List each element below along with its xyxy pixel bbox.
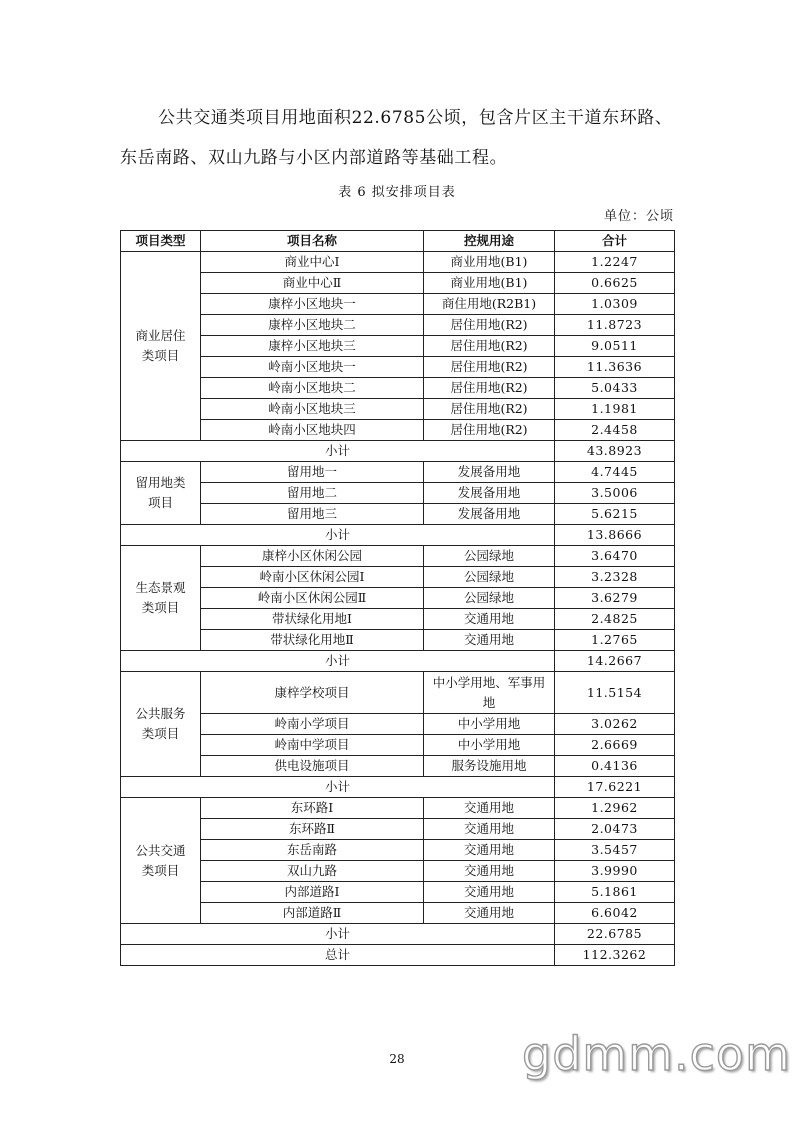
- table-row: [121, 798, 675, 819]
- project-name-cell: 康梓小区休闲公园: [201, 546, 424, 567]
- land-use-cell: 交通用地: [424, 861, 555, 882]
- table-row: [121, 483, 675, 504]
- intro-line-1: 公共交通类项目用地面积22.6785公顷，包含片区主干道东环路、: [158, 108, 673, 128]
- area-cell: 4.7445: [555, 462, 675, 483]
- land-use-cell: 中小学用地: [424, 735, 555, 756]
- intro-paragraph: [120, 98, 680, 178]
- grand-total-value: 112.3262: [555, 945, 675, 966]
- project-name-cell: 岭南小区地块一: [201, 357, 424, 378]
- subtotal-label: 小计: [121, 651, 555, 672]
- project-table: [120, 230, 675, 966]
- table-row: [121, 378, 675, 399]
- land-use-cell: 居住用地(R2): [424, 420, 555, 441]
- project-name-cell: 带状绿化用地Ⅰ: [201, 609, 424, 630]
- land-use-cell: 交通用地: [424, 609, 555, 630]
- area-cell: 0.4136: [555, 756, 675, 777]
- land-use-cell: 服务设施用地: [424, 756, 555, 777]
- project-name-cell: 岭南小区休闲公园Ⅱ: [201, 588, 424, 609]
- area-cell: 1.2765: [555, 630, 675, 651]
- table-row: [121, 630, 675, 651]
- table-row: [121, 315, 675, 336]
- land-use-cell: 中小学用地: [424, 714, 555, 735]
- area-cell: 2.6669: [555, 735, 675, 756]
- area-cell: 3.2328: [555, 567, 675, 588]
- table-row: [121, 252, 675, 273]
- table-row: [121, 462, 675, 483]
- project-name-cell: 带状绿化用地Ⅱ: [201, 630, 424, 651]
- table-caption: 表 6 拟安排项目表: [338, 185, 456, 200]
- grand-total-row: [121, 945, 675, 966]
- area-cell: 0.6625: [555, 273, 675, 294]
- land-use-cell: 交通用地: [424, 903, 555, 924]
- table-row: [121, 357, 675, 378]
- land-use-cell: 交通用地: [424, 819, 555, 840]
- subtotal-label: 小计: [121, 924, 555, 945]
- area-cell: 3.6470: [555, 546, 675, 567]
- subtotal-label: 小计: [121, 525, 555, 546]
- project-name-cell: 东岳南路: [201, 840, 424, 861]
- land-use-cell: 商业用地(B1): [424, 273, 555, 294]
- land-use-cell: 居住用地(R2): [424, 399, 555, 420]
- subtotal-row: [121, 651, 675, 672]
- land-use-cell: 公园绿地: [424, 546, 555, 567]
- project-name-cell: 双山九路: [201, 861, 424, 882]
- project-name-cell: 商业中心Ⅰ: [201, 252, 424, 273]
- area-cell: 3.0262: [555, 714, 675, 735]
- project-name-cell: 康梓小区地块一: [201, 294, 424, 315]
- header-total: 合计: [555, 231, 675, 252]
- table-row: [121, 903, 675, 924]
- project-name-cell: 岭南小区地块二: [201, 378, 424, 399]
- grand-total-label: 总计: [121, 945, 555, 966]
- subtotal-value: 43.8923: [555, 441, 675, 462]
- land-use-cell: 发展备用地: [424, 504, 555, 525]
- area-cell: 3.5457: [555, 840, 675, 861]
- category-cell: 生态景观类项目: [121, 546, 201, 651]
- area-cell: 1.1981: [555, 399, 675, 420]
- project-name-cell: 内部道路Ⅱ: [201, 903, 424, 924]
- watermark: gdmm.com: [522, 1027, 791, 1081]
- page-number: 28: [389, 1052, 405, 1066]
- header-use: 控规用途: [424, 231, 555, 252]
- project-name-cell: 岭南小学项目: [201, 714, 424, 735]
- subtotal-row: [121, 777, 675, 798]
- project-name-cell: 内部道路Ⅰ: [201, 882, 424, 903]
- table-row: [121, 609, 675, 630]
- subtotal-row: [121, 525, 675, 546]
- land-use-cell: 公园绿地: [424, 567, 555, 588]
- land-use-cell: 居住用地(R2): [424, 378, 555, 399]
- table-row: [121, 819, 675, 840]
- land-use-cell: 发展备用地: [424, 483, 555, 504]
- land-use-cell: 居住用地(R2): [424, 357, 555, 378]
- project-name-cell: 岭南小区地块四: [201, 420, 424, 441]
- table-row: [121, 861, 675, 882]
- area-cell: 2.4825: [555, 609, 675, 630]
- subtotal-value: 17.6221: [555, 777, 675, 798]
- area-cell: 1.0309: [555, 294, 675, 315]
- project-name-cell: 岭南小区休闲公园Ⅰ: [201, 567, 424, 588]
- subtotal-label: 小计: [121, 441, 555, 462]
- area-cell: 9.0511: [555, 336, 675, 357]
- project-name-cell: 留用地二: [201, 483, 424, 504]
- category-cell: 留用地类项目: [121, 462, 201, 525]
- land-use-cell: 交通用地: [424, 798, 555, 819]
- subtotal-label: 小计: [121, 777, 555, 798]
- area-cell: 1.2962: [555, 798, 675, 819]
- table-row: [121, 840, 675, 861]
- area-cell: 3.9990: [555, 861, 675, 882]
- area-cell: 1.2247: [555, 252, 675, 273]
- area-cell: 5.0433: [555, 378, 675, 399]
- table-row: [121, 567, 675, 588]
- subtotal-value: 13.8666: [555, 525, 675, 546]
- project-name-cell: 康梓小区地块三: [201, 336, 424, 357]
- land-use-cell: 交通用地: [424, 840, 555, 861]
- table-row: [121, 336, 675, 357]
- table-row: [121, 399, 675, 420]
- table-row: [121, 588, 675, 609]
- subtotal-row: [121, 924, 675, 945]
- project-name-cell: 东环路Ⅱ: [201, 819, 424, 840]
- table-row: [121, 546, 675, 567]
- project-name-cell: 留用地三: [201, 504, 424, 525]
- table-row: [121, 273, 675, 294]
- land-use-cell: 公园绿地: [424, 588, 555, 609]
- subtotal-value: 14.2667: [555, 651, 675, 672]
- category-cell: 公共服务类项目: [121, 672, 201, 777]
- table-row: [121, 882, 675, 903]
- land-use-cell: 居住用地(R2): [424, 315, 555, 336]
- unit-label: 单位：公顷: [603, 209, 674, 224]
- area-cell: 11.3636: [555, 357, 675, 378]
- area-cell: 5.6215: [555, 504, 675, 525]
- header-category: 项目类型: [121, 231, 201, 252]
- land-use-cell: 居住用地(R2): [424, 336, 555, 357]
- area-cell: 3.6279: [555, 588, 675, 609]
- land-use-cell: 商住用地(R2B1): [424, 294, 555, 315]
- area-cell: 11.5154: [555, 672, 675, 714]
- table-row: [121, 735, 675, 756]
- area-cell: 5.1861: [555, 882, 675, 903]
- subtotal-row: [121, 441, 675, 462]
- land-use-cell: 交通用地: [424, 882, 555, 903]
- project-name-cell: 康梓学校项目: [201, 672, 424, 714]
- land-use-cell: 发展备用地: [424, 462, 555, 483]
- category-cell: 公共交通类项目: [121, 798, 201, 924]
- area-cell: 2.0473: [555, 819, 675, 840]
- project-name-cell: 留用地一: [201, 462, 424, 483]
- project-name-cell: 东环路Ⅰ: [201, 798, 424, 819]
- project-name-cell: 岭南中学项目: [201, 735, 424, 756]
- header-name: 项目名称: [201, 231, 424, 252]
- table-row: [121, 714, 675, 735]
- land-use-cell: 交通用地: [424, 630, 555, 651]
- table-row: [121, 756, 675, 777]
- table-row: [121, 672, 675, 714]
- area-cell: 2.4458: [555, 420, 675, 441]
- intro-line-2: 东岳南路、双山九路与小区内部道路等基础工程。: [120, 148, 508, 168]
- category-cell: 商业居住类项目: [121, 252, 201, 441]
- project-name-cell: 供电设施项目: [201, 756, 424, 777]
- area-cell: 3.5006: [555, 483, 675, 504]
- table-header-row: [121, 231, 675, 252]
- project-name-cell: 岭南小区地块三: [201, 399, 424, 420]
- area-cell: 6.6042: [555, 903, 675, 924]
- subtotal-value: 22.6785: [555, 924, 675, 945]
- table-row: [121, 504, 675, 525]
- project-name-cell: 商业中心Ⅱ: [201, 273, 424, 294]
- table-row: [121, 420, 675, 441]
- area-cell: 11.8723: [555, 315, 675, 336]
- land-use-cell: 商业用地(B1): [424, 252, 555, 273]
- table-row: [121, 294, 675, 315]
- project-name-cell: 康梓小区地块二: [201, 315, 424, 336]
- land-use-cell: 中小学用地、军事用地: [424, 672, 555, 714]
